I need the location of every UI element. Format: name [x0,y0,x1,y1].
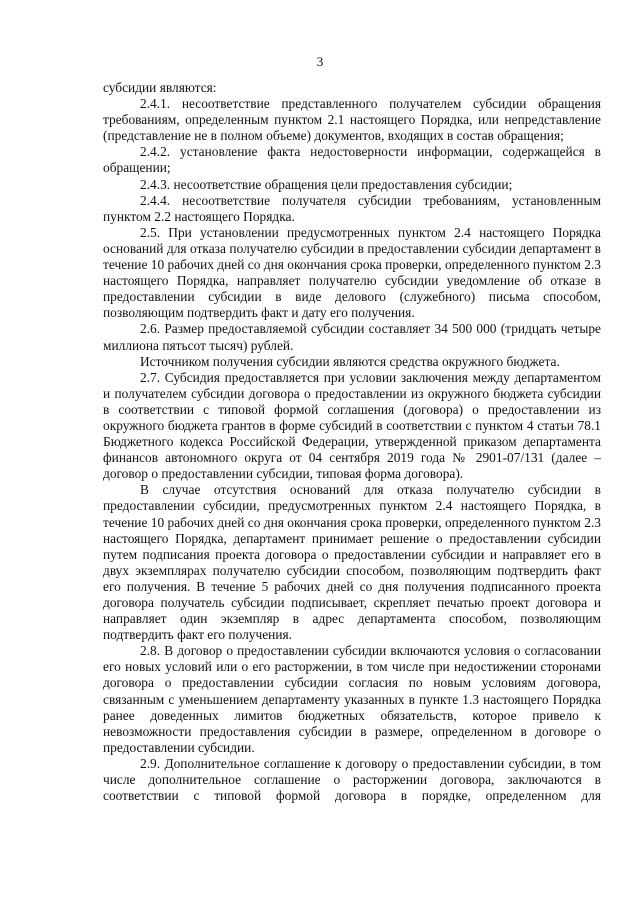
paragraph-2-8: 2.8. В договор о предоставлении субсидии включаются условия о согласовании его новых условий или о его расторжении, в том числе при недостижении сторонами договора о предоставлении субсидии согласия по новым условиям договора, связанным с уменьшением департаменту указанных в пункте 1.3 настоящего Порядка ранее доведенных лимитов бюджетных обязательств, которое привело к невозможности предоставления субсидии в размере, определенном в договоре о предоставлении субсидии. [103,643,601,755]
paragraph-continuation: субсидии являются: [103,80,217,95]
paragraph-2-4-1: 2.4.1. несоответствие представленного получателем субсидии обращения требованиям, определенным пунктом 2.1 настоящего Порядка, или непредставление (представление не в полном объеме) документов, входящих в состав обращения; [103,96,601,144]
paragraph-2-6: 2.6. Размер предоставляемой субсидии составляет 34 500 000 (тридцать четыре миллиона пятьсот тысяч) рублей. [103,321,601,353]
paragraph-2-4-2: 2.4.2. установление факта недостоверности информации, содержащейся в обращении; [103,144,601,176]
paragraph-2-7: 2.7. Субсидия предоставляется при условии заключения между департаментом и получателем субсидии договора о предоставлении из окружного бюджета субсидии в соответствии с типовой формой соглашения (договора) о предоставлении из окружного бюджета грантов в форме субсидий в соответствии с пунктом 4 статьи 78.1 Бюджетного кодекса Российской Федерации, утвержденной приказом департамента финансов автономного округа от 04 сентября 2019 года № 2901-07/131 (далее – договор о предоставлении субсидии, типовая форма договора). [103,369,601,482]
paragraph-2-4-3: 2.4.3. несоответствие обращения цели предоставления субсидии; [140,176,513,192]
paragraph-2-5: 2.5. При установлении предусмотренных пунктом 2.4 настоящего Порядка оснований для отказа получателю субсидии в предоставлении субсидии департамент в течение 10 рабочих дней со дня окончания срока проверки, определенного пунктом 2.3 настоящего Порядка, направляет получателю субсидии уведомление об отказе в предоставлении субсидии в виде делового (служебного) письма способом, позволяющим подтвердить факт и дату его получения. [103,224,601,321]
paragraph-2-7-case: В случае отсутствия оснований для отказа получателю субсидии в предоставлении субсидии, предусмотренных пунктом 2.4 настоящего Порядка, в течение 10 рабочих дней со дня окончания срока проверки, определенного пунктом 2.3 настоящего Порядка, департамент принимает решение о предоставлении субсидии путем подписания проекта договора о предоставлении субсидии и направляет его в двух экземплярах получателю субсидии способом, позволяющим подтвердить факт его получения. В течение 5 рабочих дней со дня получения подписанного проекта договора получатель субсидии подписывает, скрепляет печатью проект договора и направляет один экземпляр в адрес департамента способом, позволяющим подтвердить факт его получения. [103,482,601,643]
paragraph-funding-source: Источником получения субсидии являются средства окружного бюджета. [140,353,560,369]
page-number: 3 [316,54,324,69]
document-body [103,80,601,804]
paragraph-2-4-4: 2.4.4. несоответствие получателя субсидии требованиям, установленным пунктом 2.2 настоящего Порядка. [103,192,601,224]
paragraph-2-9: 2.9. Дополнительное соглашение к договору о предоставлении субсидии, в том числе дополнительное соглашение о расторжении договора, заключаются в соответствии с типовой формой договора в порядке, определенном для [103,755,601,804]
